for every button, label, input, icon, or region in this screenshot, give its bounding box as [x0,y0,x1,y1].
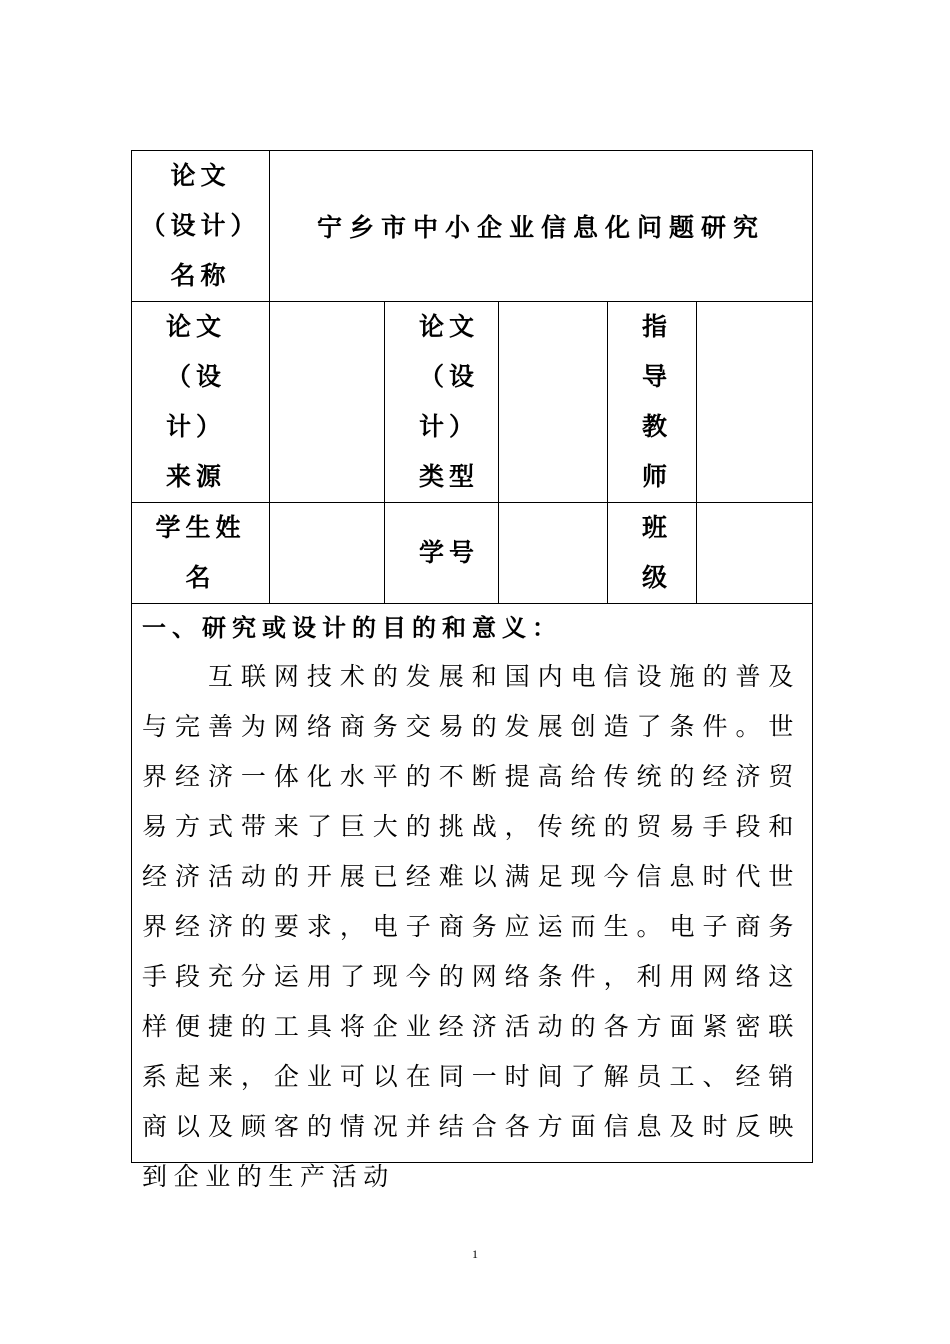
section-purpose-row [132,604,813,1163]
page-number: 1 [472,1247,478,1261]
thesis-type-label: 论文 （设 计） 类型 [385,302,499,503]
student-id-label: 学号 [385,503,499,604]
thesis-title-value: 宁乡市中小企业信息化问题研究 [270,151,813,302]
student-row [132,503,813,604]
student-name-value [270,503,385,604]
class-label: 班 级 [608,503,697,604]
advisor-label: 指 导 教 师 [608,302,697,503]
title-row [132,151,813,302]
section-heading: 一、研究或设计的目的和意义： [142,614,562,642]
thesis-type-value [499,302,608,503]
thesis-source-value [270,302,385,503]
thesis-title-label: 论文 （设计） 名称 [132,151,270,302]
section-purpose-cell [132,604,813,1191]
thesis-source-label: 论文 （设 计） 来源 [132,302,270,503]
class-value [697,503,813,604]
advisor-value [697,302,813,503]
student-id-value [499,503,608,604]
student-name-label: 学生姓 名 [132,503,270,604]
section-body-paragraph: 互联网技术的发展和国内电信设施的普及与完善为网络商务交易的发展创造了条件。世界经济一体化水平的不断提高给传统的经济贸易方式带来了巨大的挑战，传统的贸易手段和经济活动的开展已经难以满足现今信息时代世界经济的要求，电子商务应运而生。电子商务手段充分运用了现今的网络条件，利用网络这样便捷的工具将企业经济活动的各方面紧密联系起来，企业可以在同一时间了解员工、经销商以及顾客的情况并结合各方面信息及时反映到企业的生产活动 [142,662,801,1191]
source-type-advisor-row [132,302,813,503]
proposal-form-table [131,150,813,1191]
